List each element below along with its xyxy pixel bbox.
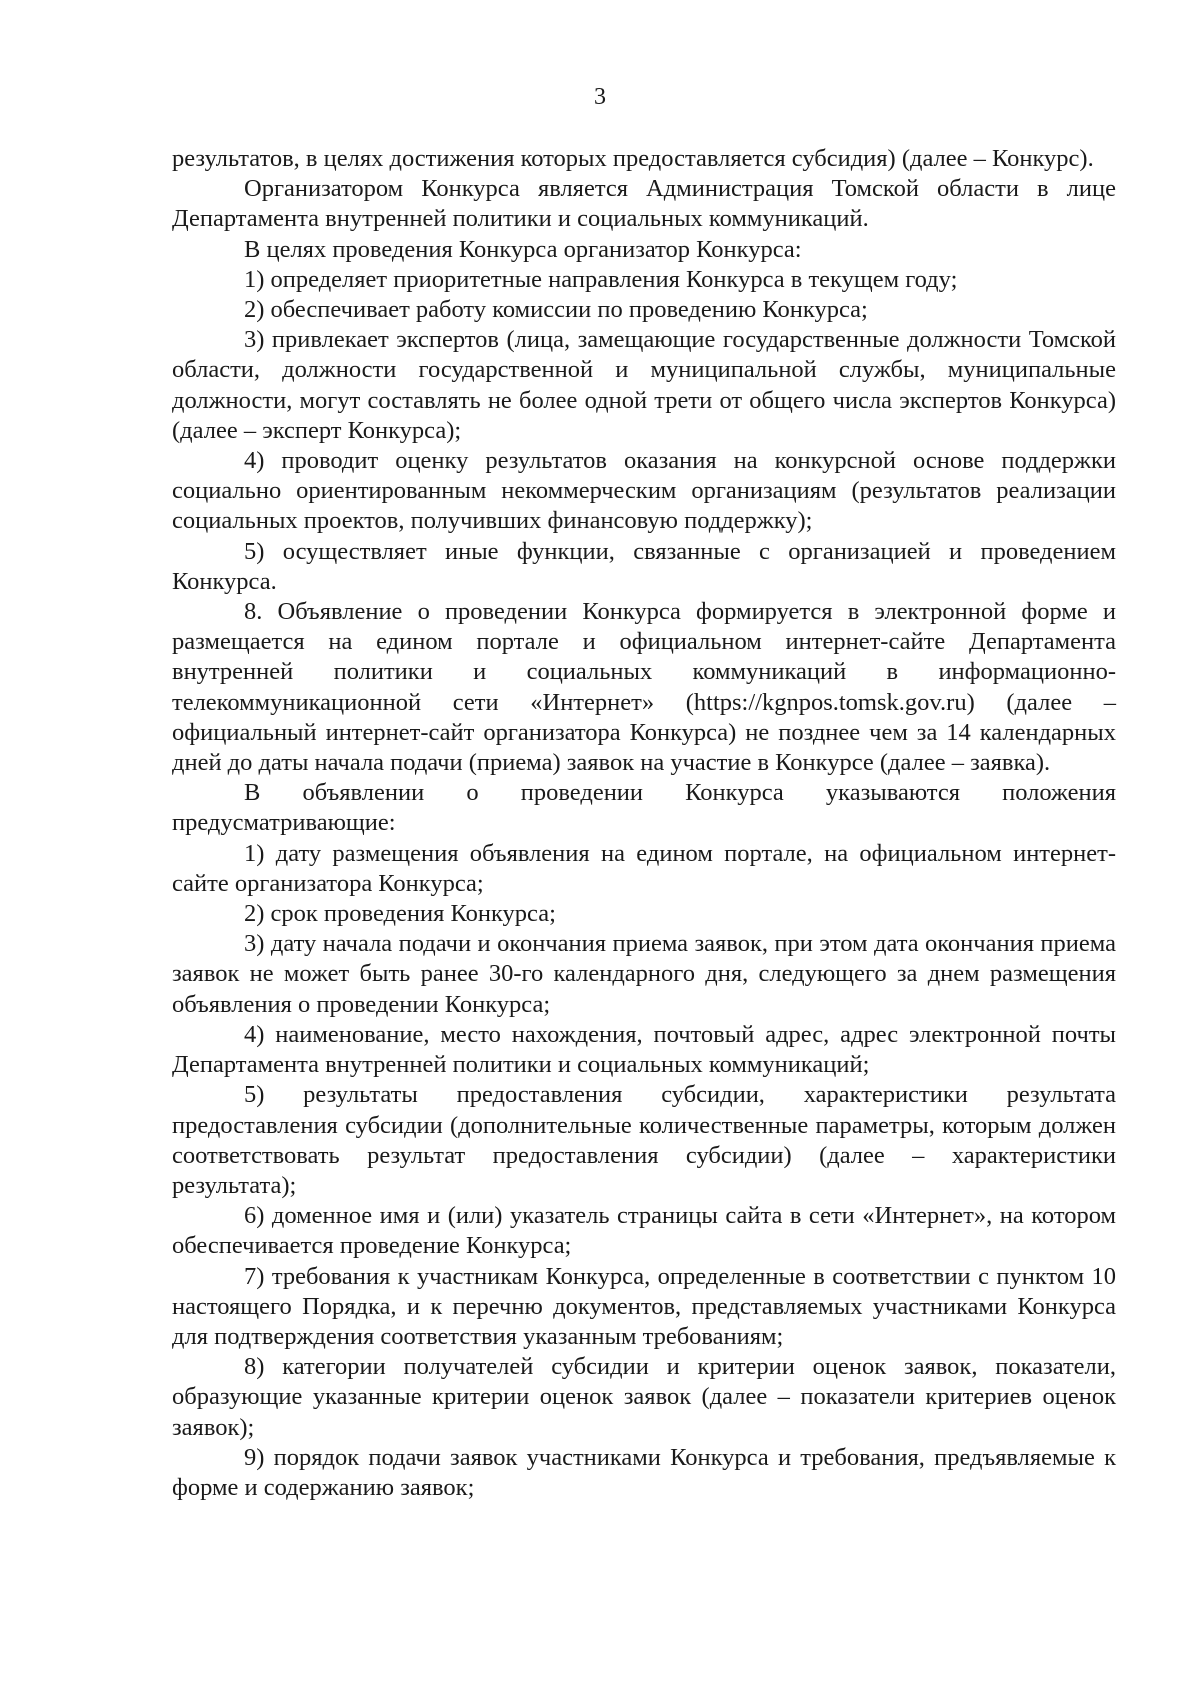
list-item: 2) обеспечивает работу комиссии по проведению Конкурса; [244, 296, 868, 324]
list-item: 7) требования к участникам Конкурса, определенные в соответствии с пунктом 10 настоящего Порядка, и к перечню документов, представляемых участниками Конкурса для подтверждения соответствия указанным требованиям; [172, 1262, 1116, 1350]
page-number: 3 [594, 84, 606, 110]
list-item: 3) привлекает экспертов (лица, замещающие государственные должности Томской области, должности государственной и муниципальной службы, муниципальные должности, могут составлять не более одной трети от общего числа экспертов Конкурса) (далее – эксперт Конкурса); [172, 326, 1116, 444]
paragraph: В целях проведения Конкурса организатор Конкурса: [244, 235, 802, 263]
list-item: 5) результаты предоставления субсидии, характеристики результата предоставления субсидии (дополнительные количественные параметры, которым должен соответствовать результат предоставления субсидии) (далее – характеристики результата); [172, 1081, 1116, 1199]
document-body [172, 144, 1116, 1503]
list-item: 4) проводит оценку результатов оказания на конкурсной основе поддержки социально ориентированным некоммерческим организациям (результатов реализации социальных проектов, получивших финансовую поддержку); [172, 447, 1116, 535]
list-item: 2) срок проведения Конкурса; [244, 900, 556, 928]
list-item: 1) дату размещения объявления на едином портале, на официальном интернет-сайте организатора Конкурса; [172, 839, 1116, 897]
paragraph: Организатором Конкурса является Администрация Томской области в лице Департамента внутренней политики и социальных коммуникаций. [172, 175, 1116, 233]
paragraph: результатов, в целях достижения которых предоставляется субсидия) (далее – Конкурс). [172, 145, 1094, 172]
list-item: 6) доменное имя и (или) указатель страницы сайта в сети «Интернет», на котором обеспечивается проведение Конкурса; [172, 1202, 1116, 1260]
list-item: 9) порядок подачи заявок участниками Конкурса и требования, предъявляемые к форме и содержанию заявок; [172, 1443, 1116, 1501]
paragraph: В объявлении о проведении Конкурса указываются положения предусматривающие: [172, 779, 1116, 837]
list-item: 1) определяет приоритетные направления Конкурса в текущем году; [244, 265, 958, 293]
paragraph: 8. Объявление о проведении Конкурса формируется в электронной форме и размещается на едином портале и официальном интернет-сайте Департамента внутренней политики и социальных коммуникаций в информационно-телекоммуникационной сети «Интернет» (https://kgnpos.tomsk.gov.ru) (далее – официальный интернет-сайт организатора Конкурса) не позднее чем за 14 календарных дней до даты начала подачи (приема) заявок на участие в Конкурсе (далее – заявка). [172, 598, 1116, 777]
list-item: 4) наименование, место нахождения, почтовый адрес, адрес электронной почты Департамента внутренней политики и социальных коммуникаций; [172, 1020, 1116, 1079]
list-item: 5) осуществляет иные функции, связанные с организацией и проведением Конкурса. [172, 537, 1116, 595]
list-item: 3) дату начала подачи и окончания приема заявок, при этом дата окончания приема заявок не может быть ранее 30-го календарного дня, следующего за днем размещения объявления о проведении Конкурса; [172, 930, 1116, 1018]
list-item: 8) категории получателей субсидии и критерии оценок заявок, показатели, образующие указанные критерии оценок заявок (далее – показатели критериев оценок заявок); [172, 1353, 1116, 1441]
